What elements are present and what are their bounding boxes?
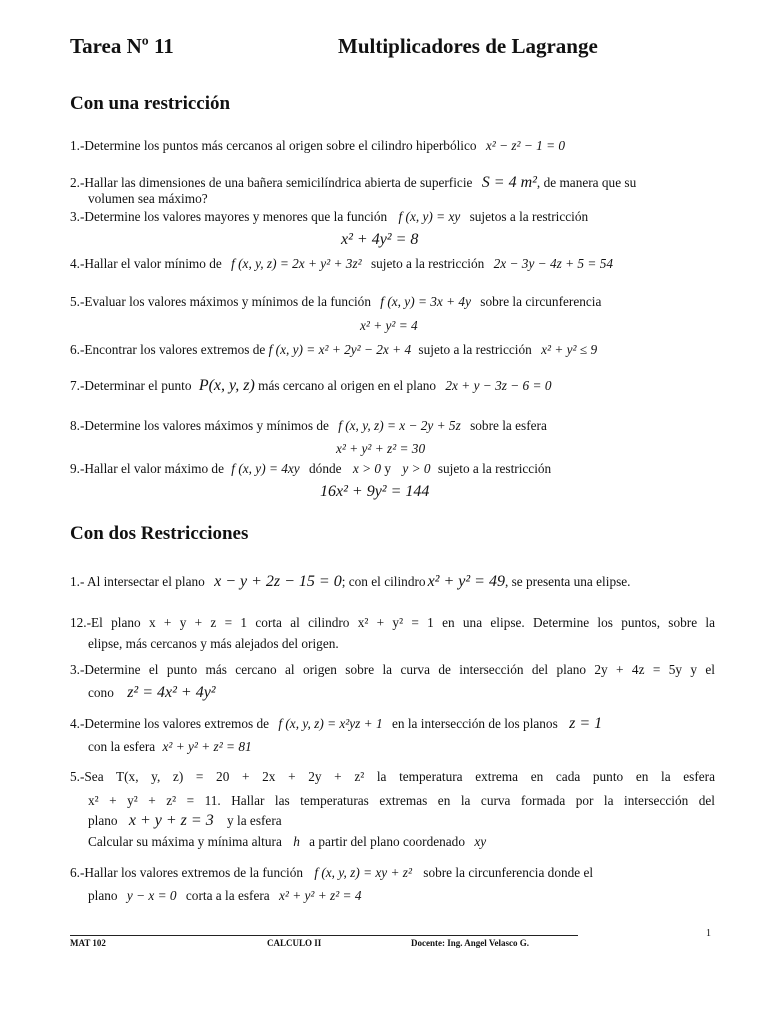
problem-2-text-b: , de manera que su [536,175,637,190]
problem-two-4-math2: z = 1 [569,715,603,732]
problem-8-math: f (x, y, z) = x − 2y + 5z [338,418,461,433]
problem-two-1-text-b: ; con el cilindro [341,574,426,589]
problem-7-text-b: más cercano al origen en el plano [258,378,437,393]
problem-4-text-a: 4.-Hallar el valor mínimo de [70,256,222,271]
problem-two-5-line4-math2: xy [474,834,487,849]
problem-2 [70,175,636,191]
problem-two-1-math: x − y + 2z − 15 = 0 [214,573,342,590]
footer-teacher: Docente: Ing. Angel Velasco G. [411,938,529,948]
problem-9-math: f (x, y) = 4xy [231,461,300,476]
problem-two-2-line2: elipse, más cercanos y más alejados del origen. [88,636,339,651]
problem-6-math: f (x, y) = x² + 2y² − 2x + 4 [268,342,412,357]
problem-9-text-a: 9.-Hallar el valor máximo de [70,461,224,476]
footer-course-code: MAT 102 [70,938,106,948]
problem-two-5-line3-math: x + y + z = 3 [128,812,214,829]
problem-two-5-line4-math: h [293,834,300,849]
problem-two-4-text-a: 4.-Determine los valores extremos de [70,716,270,731]
problem-9-math3: y > 0 [402,461,431,476]
problem-two-6-math: f (x, y, z) = xy + z² [314,865,412,880]
problem-two-6-line2 [88,888,361,904]
problem-two-6-line2-math: y − x = 0 [126,888,177,903]
problem-2-math: S = 4 m² [481,174,537,191]
problem-two-4-text-b: en la intersección de los planos [391,716,558,731]
problem-6-math2: x² + y² ≤ 9 [541,342,598,357]
problem-5-text-b: sobre la circunferencia [480,294,602,309]
problem-two-6-line2-text-b: corta a la esfera [185,888,270,903]
problem-6-text-a: 6.-Encontrar los valores extremos de [70,342,266,357]
problem-9-text-d: sujeto a la restricción [437,461,552,476]
problem-two-4-line2 [88,739,252,755]
problem-two-4-math: f (x, y, z) = x²yz + 1 [278,716,383,731]
problem-8-constraint: x² + y² + z² = 30 [336,441,426,456]
problem-8-text-b: sobre la esfera [470,418,547,433]
problem-two-5-line3-text: plano [88,813,118,828]
problem-5-math: f (x, y) = 3x + 4y [380,294,471,309]
problem-two-6-line2-text: plano [88,888,118,903]
problem-3-text-b: sujetos a la restricción [469,209,589,224]
problem-1-text: 1.-Determine los puntos más cercanos al origen sobre el cilindro hiperbólico [70,138,477,153]
problem-6 [70,342,597,358]
problem-8-text-a: 8.-Determine los valores máximos y mínimos de [70,418,329,433]
problem-8 [70,418,547,434]
page-subject: Multiplicadores de Lagrange [338,34,598,58]
problem-7-text-a: 7.-Determinar el punto [70,378,192,393]
problem-two-1-text-c: , se presenta una elipse. [504,574,631,589]
problem-9-math2: x > 0 [352,461,382,476]
problem-3-constraint: x² + 4y² = 8 [341,231,419,248]
problem-two-3-line2 [88,685,216,701]
problem-3 [70,209,588,225]
problem-5 [70,294,601,310]
problem-two-3-math: z² = 4x² + 4y² [127,684,216,701]
problem-two-5-line4-text: Calcular su máxima y mínima altura [88,834,282,849]
problem-two-5-line4-text-b: a partir del plano coordenado [309,834,465,849]
problem-7 [70,378,551,394]
problem-6-text-b: sujeto a la restricción [418,342,532,357]
problem-7-math2: 2x + y − 3z − 6 = 0 [445,378,552,393]
problem-9-constraint: 16x² + 9y² = 144 [320,483,430,500]
problem-two-4 [70,716,602,732]
problem-5-text-a: 5.-Evaluar los valores máximos y mínimos de la función [70,294,371,309]
problem-two-5-line3-text-b: y la esfera [227,813,282,828]
problem-two-1-math2: x² + y² = 49 [427,573,505,590]
problem-two-6 [70,865,593,881]
problem-3-math: f (x, y) = xy [398,209,461,224]
problem-two-6-text-b: sobre la circunferencia donde el [423,865,594,880]
problem-1-math: x² − z² − 1 = 0 [485,138,566,153]
problem-2-line2: volumen sea máximo? [88,191,208,206]
problem-two-1 [70,574,631,590]
problem-5-constraint: x² + y² = 4 [360,318,418,333]
problem-9 [70,461,551,477]
section-heading-two-constraints: Con dos Restricciones [70,523,249,544]
problem-3-text-a: 3.-Determine los valores mayores y menores que la función [70,209,388,224]
problem-two-5-line3 [88,813,282,829]
problem-4-math2: 2x − 3y − 4z + 5 = 54 [493,256,613,271]
footer-course-name: CALCULO II [267,938,322,948]
problem-two-3-text: cono [88,685,114,700]
page-title: Tarea Nº 11 [70,34,174,58]
problem-two-6-line2-math2: x² + y² + z² = 4 [279,888,362,903]
problem-9-text-c: y [384,461,392,476]
problem-4-math: f (x, y, z) = 2x + y² + 3z² [231,256,362,271]
problem-two-5-line2: x² + y² + z² = 11. Hallar las temperaturas extremas en la curva formada por la intersección del [88,793,715,808]
problem-4 [70,256,613,272]
problem-two-5-line4 [88,834,486,850]
problem-two-3-line1: 3.-Determine el punto más cercano al origen sobre la curva de intersección del plano 2y + 4z = 5y y el [70,662,715,677]
problem-two-5-line1: 5.-Sea T(x, y, z) = 20 + 2x + 2y + z² la temperatura extrema en cada punto en la esfera [70,769,715,784]
problem-9-text-b: dónde [309,461,342,476]
problem-two-2-line1: 12.-El plano x + y + z = 1 corta al cilindro x² + y² = 1 en una elipse. Determine los puntos, sobre la [70,615,715,630]
problem-two-1-text-a: 1.- Al intersectar el plano [70,574,205,589]
problem-2-text-a: 2.-Hallar las dimensiones de una bañera semicilíndrica abierta de superficie [70,175,473,190]
problem-4-text-b: sujeto a la restricción [370,256,485,271]
problem-two-4-line2-math: x² + y² + z² = 81 [162,739,252,754]
problem-1 [70,138,565,154]
page-number: 1 [706,928,711,939]
footer-divider [70,935,578,936]
problem-two-6-text-a: 6.-Hallar los valores extremos de la función [70,865,303,880]
problem-two-4-line2-text: con la esfera [88,739,156,754]
problem-7-math: P(x, y, z) [198,377,255,394]
section-heading-one-constraint: Con una restricción [70,93,231,114]
